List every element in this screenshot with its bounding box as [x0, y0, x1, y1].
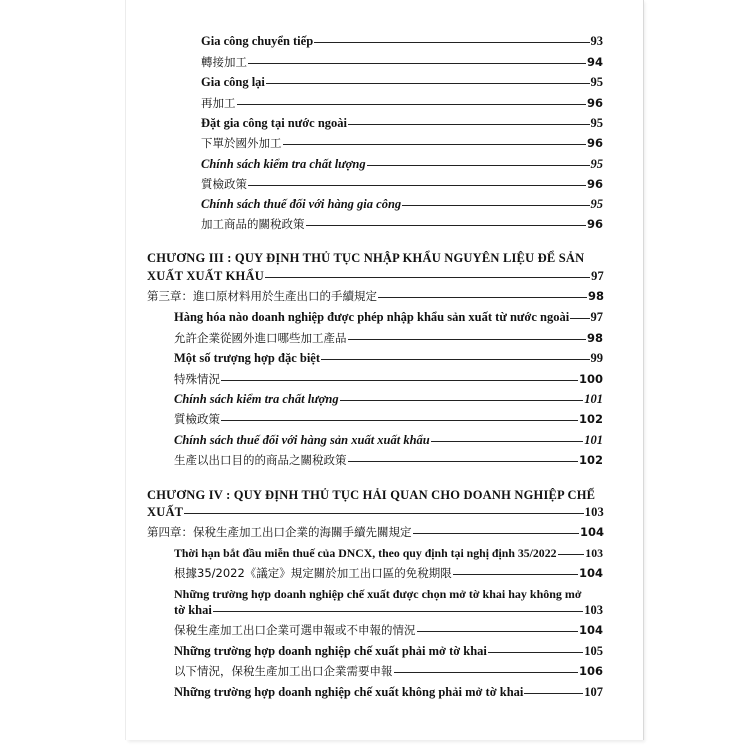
chapter-title-continued — [147, 504, 604, 520]
chapter-title: CHƯƠNG III : QUY ĐỊNH THỦ TỤC NHẬP KHẨU NGUYÊN LIỆU ĐỂ SẢN — [147, 251, 585, 265]
toc-entry-label: Những trường hợp doanh nghiệp chế xuất không phải mở tờ khai — [174, 685, 524, 699]
toc-entry-label: 下單於國外加工 — [201, 136, 282, 150]
dot-leader — [394, 672, 578, 673]
toc-entry — [174, 391, 603, 407]
toc-page-number: 100 — [578, 372, 603, 386]
chapter-title-chinese — [147, 288, 604, 304]
toc-entry — [174, 432, 603, 448]
toc-page-number: 97 — [590, 310, 603, 324]
dot-leader — [348, 461, 578, 462]
toc-page-number: 101 — [584, 392, 603, 406]
dot-leader — [265, 277, 590, 278]
toc-entry — [174, 622, 603, 638]
toc-entry-label: Gia công chuyển tiếp — [201, 34, 314, 48]
toc-entry-label: 再加工 — [201, 96, 236, 110]
toc-entry — [174, 602, 603, 618]
dot-leader — [488, 652, 583, 653]
toc-entry-label: 質檢政策 — [174, 412, 220, 426]
dot-leader — [402, 205, 589, 206]
dot-leader — [237, 104, 586, 105]
toc-page-number: 107 — [584, 685, 603, 699]
toc-entry-label-continued: tờ khai — [174, 603, 212, 617]
toc-entry-label: 轉接加工 — [201, 55, 247, 69]
toc-entry — [201, 54, 603, 70]
toc-page-number: 93 — [590, 34, 603, 48]
toc-page-number: 106 — [578, 664, 603, 678]
toc-entry — [174, 684, 603, 700]
dot-leader — [248, 63, 586, 64]
toc-entry-label: 根據35/2022《議定》規定關於加工出口區的免稅期限 — [174, 566, 452, 580]
document-page — [126, 0, 643, 740]
dot-leader — [413, 533, 579, 534]
toc-entry — [174, 309, 603, 325]
toc-page-number: 104 — [579, 525, 604, 539]
toc-entry — [201, 196, 603, 212]
toc-entry — [174, 371, 603, 387]
toc-entry — [174, 411, 603, 427]
toc-entry-label: XUẤT XUẤT KHẨU — [147, 269, 264, 283]
toc-entry — [201, 74, 603, 90]
dot-leader — [314, 42, 589, 43]
dot-leader — [367, 165, 590, 166]
toc-entry-label: Chính sách thuế đối với hàng gia công — [201, 197, 402, 211]
toc-page-number: 99 — [590, 351, 603, 365]
toc-entry — [174, 643, 603, 659]
toc-entry-label: Chính sách kiểm tra chất lượng — [174, 392, 339, 406]
dot-leader — [266, 83, 590, 84]
toc-entry — [201, 176, 603, 192]
toc-entry-label: Gia công lại — [201, 75, 265, 89]
chapter-title-continued — [147, 268, 604, 284]
dot-leader — [306, 225, 586, 226]
toc-entry-label: Những trường hợp doanh nghiệp chế xuất được chọn mở tờ khai hay không mở — [174, 587, 582, 601]
toc-entry-label: Thời hạn bắt đầu miễn thuế của DNCX, theo quy định tại nghị định 35/2022 — [174, 546, 557, 560]
toc-entry-label: 保稅生產加工出口企業可選申報或不申報的情況 — [174, 623, 416, 637]
toc-page-number: 94 — [586, 55, 603, 69]
toc-entry-label: Hàng hóa nào doanh nghiệp được phép nhập khẩu sản xuất từ nước ngoài — [174, 310, 570, 324]
dot-leader — [453, 574, 578, 575]
toc-entry-label: 質檢政策 — [201, 177, 247, 191]
toc-entry-label: Một số trượng hợp đặc biệt — [174, 351, 320, 365]
toc-entry — [201, 156, 603, 172]
toc-entry-label: Chính sách kiểm tra chất lượng — [201, 157, 366, 171]
toc-entry-label: 生產以出口目的的商品之關稅政策 — [174, 453, 347, 467]
dot-leader — [340, 400, 584, 401]
dot-leader — [431, 441, 583, 442]
toc-page-number: 95 — [590, 157, 603, 171]
toc-page-number: 103 — [585, 546, 603, 560]
dot-leader — [248, 185, 586, 186]
toc-page-number: 102 — [578, 453, 603, 467]
toc-entry-label: Những trường hợp doanh nghiệp chế xuất phải mở tờ khai — [174, 644, 487, 658]
chapter-title: CHƯƠNG IV : QUY ĐỊNH THỦ TỤC HẢI QUAN CHO DOANH NGHIỆP CHẾ — [147, 488, 596, 502]
toc-page-number: 104 — [578, 623, 603, 637]
toc-page-number: 95 — [590, 75, 603, 89]
toc-page-number: 105 — [584, 644, 603, 658]
toc-entry — [174, 663, 603, 679]
toc-page-number: 98 — [587, 289, 604, 303]
dot-leader — [524, 693, 583, 694]
toc-page-number: 95 — [590, 197, 603, 211]
dot-leader — [213, 611, 583, 612]
toc-page-number: 103 — [584, 603, 603, 617]
toc-entry-label: 以下情況，保稅生產加工出口企業需要申報 — [174, 664, 393, 678]
toc-page-number: 96 — [586, 136, 603, 150]
toc-page-number: 97 — [591, 269, 604, 283]
dot-leader — [348, 124, 589, 125]
toc-entry-label: 允許企業從國外進口哪些加工產品 — [174, 331, 347, 345]
toc-entry — [201, 33, 603, 49]
toc-entry-label: Đặt gia công tại nước ngoài — [201, 116, 348, 130]
dot-leader — [417, 631, 578, 632]
dot-leader — [221, 420, 578, 421]
toc-entry-label: 第三章：進口原材料用於生產出口的手續規定 — [147, 289, 377, 303]
chapter-title-chinese — [147, 524, 604, 540]
toc-entry — [201, 95, 603, 111]
toc-page-number: 102 — [578, 412, 603, 426]
toc-entry-label: 第四章：保稅生產加工出口企業的海關手續先關規定 — [147, 525, 412, 539]
toc-page-number: 96 — [586, 217, 603, 231]
dot-leader — [184, 513, 583, 514]
toc-entry-label: 特殊情況 — [174, 372, 220, 386]
dot-leader — [283, 144, 586, 145]
toc-page-number: 101 — [584, 433, 603, 447]
toc-entry — [174, 350, 603, 366]
dot-leader — [558, 554, 585, 555]
toc-entry — [174, 565, 603, 581]
toc-entry — [174, 452, 603, 468]
toc-page-number: 96 — [586, 96, 603, 110]
dot-leader — [570, 318, 589, 319]
dot-leader — [321, 359, 590, 360]
toc-page-number: 103 — [584, 505, 604, 519]
dot-leader — [348, 339, 586, 340]
toc-entry — [201, 115, 603, 131]
toc-entry — [201, 216, 603, 232]
toc-page-number: 104 — [578, 566, 603, 580]
toc-page-number: 95 — [590, 116, 603, 130]
toc-page-number: 96 — [586, 177, 603, 191]
dot-leader — [378, 297, 587, 298]
toc-entry-label: Chính sách thuế đối với hàng sản xuất xuất khẩu — [174, 433, 430, 447]
dot-leader — [221, 380, 578, 381]
toc-entry-label: 加工商品的關稅政策 — [201, 217, 305, 231]
toc-entry — [174, 545, 603, 561]
toc-entry-label: XUẤT — [147, 505, 184, 519]
toc-entry — [201, 135, 603, 151]
toc-page-number: 98 — [586, 331, 603, 345]
toc-entry — [174, 330, 603, 346]
